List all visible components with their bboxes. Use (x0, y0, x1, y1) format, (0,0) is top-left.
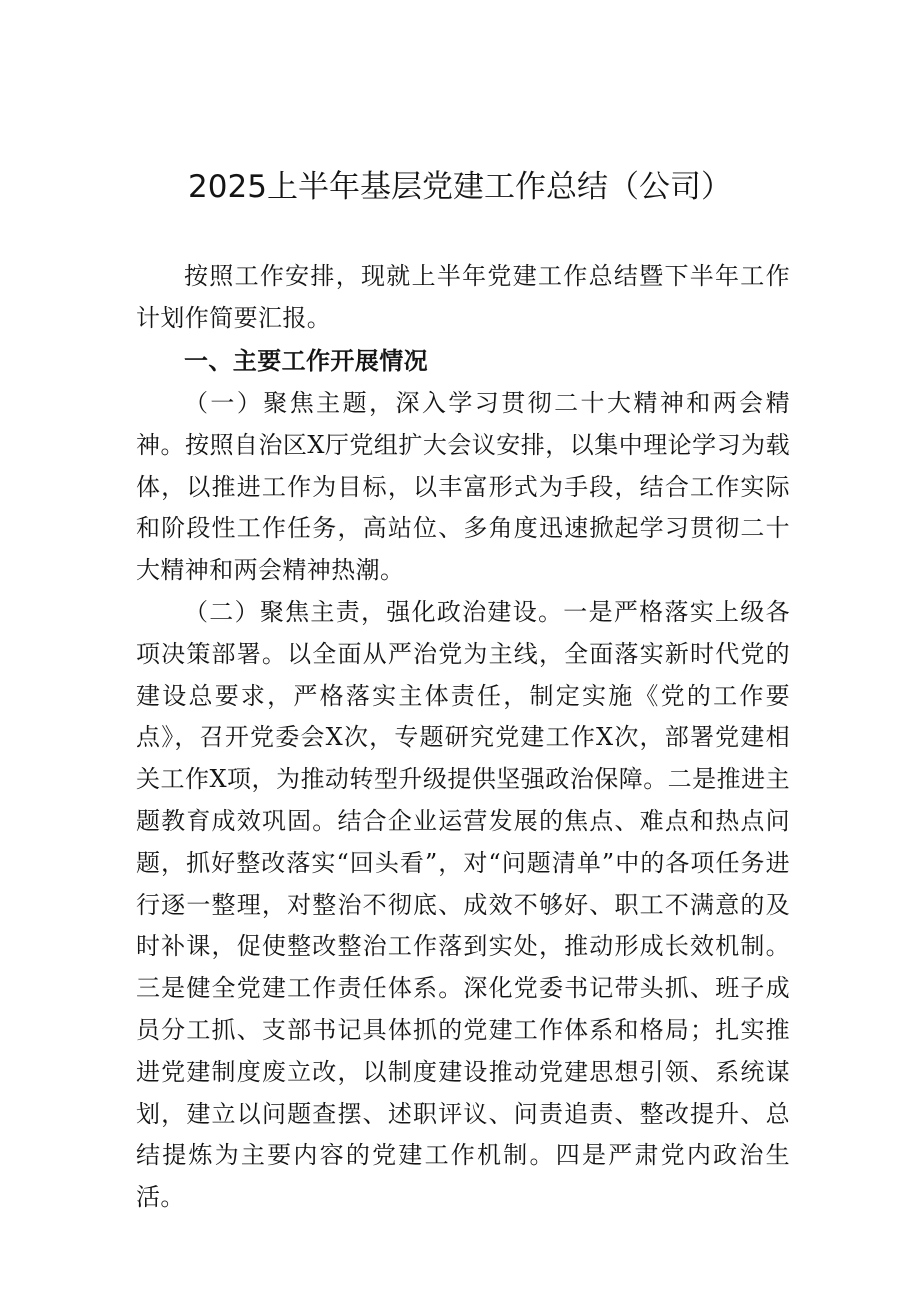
intro-paragraph: 按照工作安排，现就上半年党建工作总结暨下半年工作计划作简要汇报。 (136, 262, 790, 332)
paragraph-focus-responsibility: （二）聚焦主责，强化政治建设。一是严格落实上级各项决策部署。以全面从严治党为主线，全面落实新时代党的建设总要求，严格落实主体责任，制定实施《党的工作要点》，召开党委会X次，专题研究党建工作X次，部署党建相关工作X项，为推动转型升级提供坚强政治保障。二是推进主题教育成效巩固。结合企业运营发展的焦点、难点和热点问题，抓好整改落实“回头看”，对“问题清单”中的各项任务进行逐一整理，对整治不彻底、成效不够好、职工不满意的及时补课，促使整改整治工作落到实处，推动形成长效机制。三是健全党建工作责任体系。深化党委书记带头抓、班子成员分工抓、支部书记具体抓的党建工作体系和格局；扎实推进党建制度废立改，以制度建设推动党建思想引领、系统谋划，建立以问题查摆、述职评议、问责追责、整改提升、总结提炼为主要内容的党建工作机制。四是严肃党内政治生活。 (136, 598, 790, 1212)
section-heading: 一、主要工作开展情况 (184, 347, 428, 375)
document-title: 2025上半年基层党建工作总结（公司） (188, 169, 732, 205)
paragraph-focus-theme: （一）聚焦主题，深入学习贯彻二十大精神和两会精神。按照自治区X厅党组扩大会议安排，以集中理论学习为载体，以推进工作为目标，以丰富形式为手段，结合工作实际和阶段性工作任务，高站位、多角度迅速掀起学习贯彻二十大精神和两会精神热潮。 (136, 389, 790, 585)
